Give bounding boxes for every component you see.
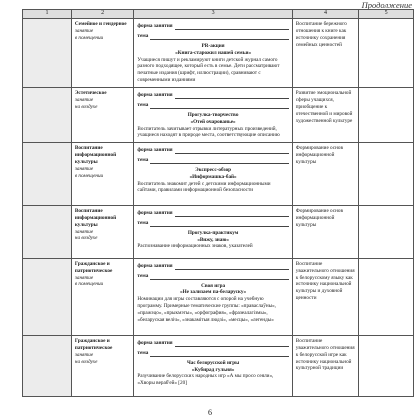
activity-title: Своя игра [201,282,226,289]
activity-title: «Кубирад гульня» [191,366,235,373]
form-line [175,212,289,217]
form-label: форма занятия [137,23,173,30]
section-meta: на воздухе [74,235,98,242]
section-meta: занятие [74,274,94,281]
table-row [23,88,414,143]
blank-cell [23,258,72,335]
result-text: Формирование основ информационной культуры [295,208,343,228]
content-cell [134,19,292,88]
theme-field [137,102,288,109]
page-number: 6 [208,408,212,417]
column-number-1: 1 [23,10,72,19]
table-row [23,206,414,259]
blank-cell [359,206,414,259]
content-cell [134,88,292,143]
section-cell [71,336,134,397]
section-meta: в помещении [74,172,104,179]
theme-label: тема [137,156,149,163]
result-text: Формирование основ информационной культуры [295,145,343,165]
blank-cell [23,88,72,143]
theme-line [150,159,288,164]
table-row [23,143,414,206]
section-meta: занятие [74,28,94,34]
section-meta: занятие [74,351,94,358]
section-cell [71,143,134,206]
column-number-3: 3 [134,10,292,19]
section-cell [71,206,134,259]
theme-label: тема [137,33,149,39]
activity-description: Номинации для игры составляются с опорой на учебную программу. Примерные тематические группы: «праваслаўны», «пражэцо», «прыкмэты», «орфография», «фразеалагізмы», «беларуская веліч», «знакамітыя людзі», «месцы», «легенды» [137,296,276,323]
form-line [175,342,289,347]
form-field [137,340,288,347]
theme-line [150,35,288,40]
column-number-2: 2 [71,10,134,19]
result-cell [292,336,358,397]
blank-cell [23,206,72,259]
section-meta: на воздухе [74,358,98,365]
content-cell [134,206,292,259]
activity-title: Прогулка-творчество [187,111,239,118]
activity-title: Час белорусской игры [186,359,240,366]
content-cell [134,258,292,335]
activity-description: Распознавание информационных знаков, указателей [137,243,253,250]
theme-label: тема [137,219,149,226]
section-title: Гражданское и патриотическое [74,260,113,274]
theme-field [137,273,288,280]
plan-table [22,9,414,397]
form-label: форма занятия [137,262,173,269]
form-line [175,265,289,270]
table-row [23,258,414,335]
result-cell [292,206,358,259]
section-title: Гражданское и патриотическое [74,338,113,351]
activity-description: Разучивание белорусских народных игр «А мы просо сеяли», «Хворы вераб'ей» [20] [137,373,274,387]
section-meta: в помещении [74,34,104,41]
form-line [175,149,289,154]
form-field [137,23,288,30]
blank-cell [23,336,72,397]
result-text: Воспитание уважительного отношения к белорусскому языку как источнику национальной культуры и духовной ценности [295,260,355,302]
section-meta: занятие [74,96,94,103]
section-cell [71,88,134,143]
section-meta: в помещении [74,281,104,288]
blank-cell [359,143,414,206]
blank-cell [359,336,414,397]
result-cell [292,258,358,335]
form-field [137,210,288,217]
activity-description: Учащиеся пишут и рекламируют книги детской журнал самого разного подходящее, который есть в семье. Дети рассматривают печатные издания (шрифт, иллюстрации), сравнивают с современными изданиями [137,56,280,84]
form-line [175,25,289,30]
activity-description: Воспитатель зачитывает отрывки литературных произведений, учащиеся находят в природе места, соответствующие описанию [137,125,280,139]
theme-field [137,157,288,164]
result-cell [292,88,358,143]
form-field [137,92,288,99]
form-label: форма занятия [137,210,173,217]
form-label: форма занятия [137,340,173,347]
form-field [137,147,288,154]
theme-field [137,350,288,357]
activity-title: «Информашка-бай» [189,173,237,180]
theme-line [150,222,288,227]
theme-field [137,220,288,227]
activity-title: «Не зализаем па-беларуску» [180,289,247,296]
form-line [175,94,289,99]
result-text: Воспитание бережного отношения к книге как источнику сохранения семейных ценностей [295,21,347,48]
theme-line [150,352,288,357]
continuation-label: Продолжение [361,0,412,10]
theme-line [150,275,288,280]
activity-title: «Вижу, знаю» [197,236,229,243]
section-cell [71,258,134,335]
blank-cell [23,143,72,206]
section-meta: занятие [74,165,94,172]
column-number-row [23,10,414,19]
section-title: Воспитание информационной культуры [74,208,117,228]
activity-description: Воспитатель знакомит детей с детскими информационными сайтами, правилами информационной безопасности [137,180,271,194]
form-label: форма занятия [137,92,173,99]
result-text: Развитие эмоциональной сферы учащихся, приобщение к отечественной и мировой художественной культуре [295,90,353,124]
activity-title: «Отей очарованье» [190,118,236,125]
theme-label: тема [137,101,149,108]
section-title: Эстетическое [74,90,107,97]
section-meta: на воздухе [74,103,98,110]
table-row [23,19,414,88]
table-row [23,336,414,397]
activity-title: Экспресс-обзор [195,166,232,173]
activity-title: Прогулка-практикум [187,229,239,236]
result-cell [292,19,358,88]
blank-cell [359,19,414,88]
blank-cell [359,88,414,143]
section-meta: занятие [74,228,94,235]
content-cell [134,336,292,397]
form-field [137,263,288,270]
section-title: Воспитание информационной культуры [74,145,117,165]
result-cell [292,143,358,206]
section-cell [71,19,134,88]
column-number-4: 4 [292,10,358,19]
blank-cell [23,19,72,88]
activity-title: «Книга-старожил нашей семьи» [175,49,252,56]
activity-title: PR-акция [201,42,225,49]
theme-line [150,104,288,109]
theme-field [137,33,288,40]
content-cell [134,143,292,206]
form-label: форма занятия [137,147,173,154]
theme-label: тема [137,272,149,279]
result-text: Воспитание уважительного отношения к белорусской игре как источнику национальной культурной традиции [295,338,355,372]
column-number-5: 5 [359,10,414,19]
theme-label: тема [137,349,149,356]
section-title: Семейное и гендерное [74,21,127,28]
blank-cell [359,258,414,335]
